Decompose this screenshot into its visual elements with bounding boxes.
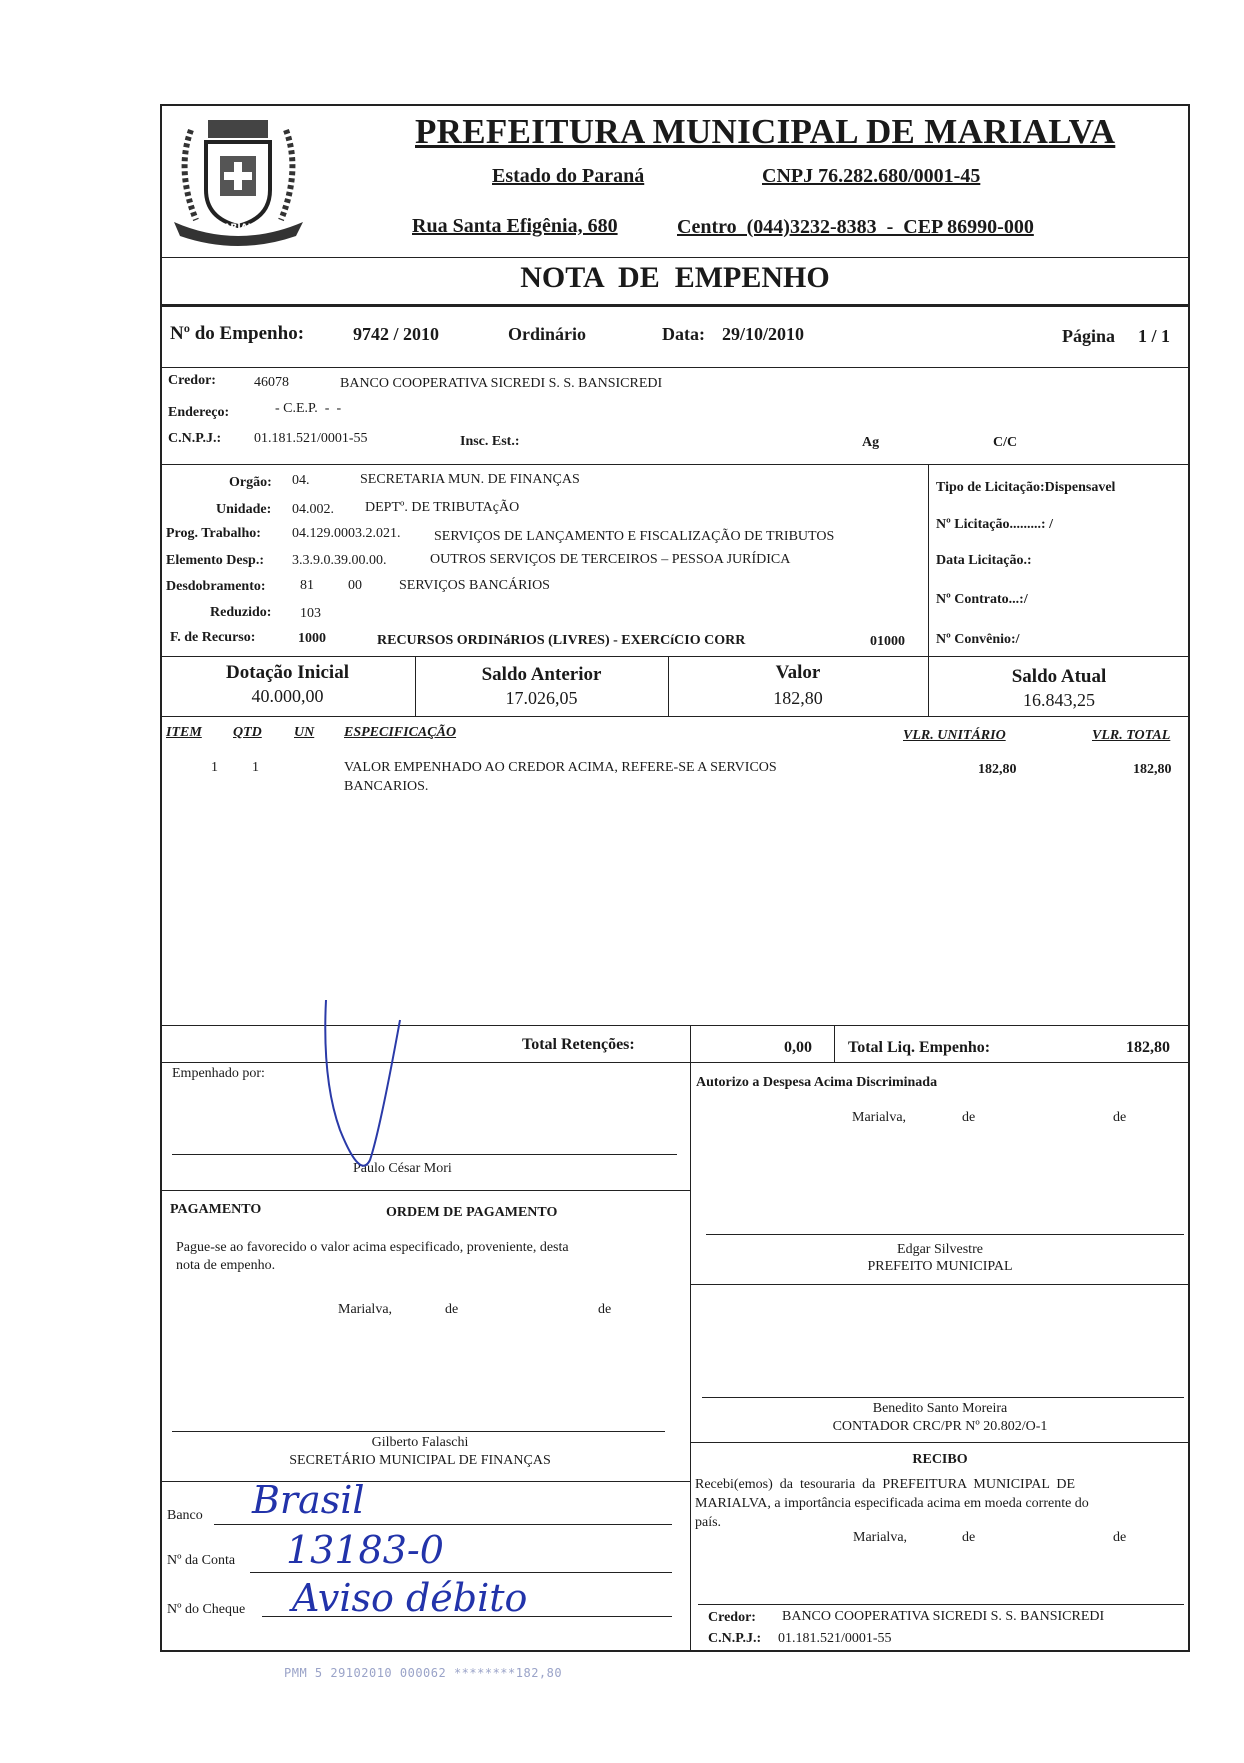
- row-item: 1: [211, 760, 218, 775]
- col-header-un: UN: [294, 725, 315, 740]
- row-vlr-unitario: 182,80: [978, 762, 1017, 777]
- recurso-code: 1000: [298, 631, 326, 646]
- dotacao-inicial-value: 40.000,00: [251, 686, 324, 706]
- orgao-code: 04.: [292, 473, 310, 488]
- data-licitacao: Data Licitação.:: [936, 553, 1032, 568]
- recibo-title: RECIBO: [912, 1452, 968, 1467]
- state-label: Estado do Paraná: [492, 165, 645, 187]
- col-header-vlr-unitario: VLR. UNITÁRIO: [903, 728, 1006, 743]
- recibo-text-line2: MARIALVA, a importância especificada acima em moeda corrente do: [695, 1496, 1089, 1511]
- address-contact: Centro (044)3232-8383 - CEP 86990-000: [677, 216, 1034, 238]
- orgao-label: Orgão:: [229, 475, 272, 490]
- pagamento-de2: de: [598, 1302, 612, 1317]
- credor-cnpj-label: C.N.P.J.:: [168, 431, 222, 446]
- autorizo-de2: de: [1113, 1110, 1127, 1125]
- credor-code: 46078: [254, 375, 289, 390]
- pagamento-text-line2: nota de empenho.: [176, 1258, 276, 1273]
- dotacao-inicial-label: Dotação Inicial: [226, 662, 349, 683]
- recibo-cnpj: 01.181.521/0001-55: [778, 1631, 892, 1646]
- col-header-vlr-total: VLR. TOTAL: [1092, 728, 1171, 743]
- row-qtd: 1: [252, 760, 259, 775]
- empenhado-signature: [300, 1000, 440, 1180]
- recibo-city: Marialva,: [853, 1530, 908, 1545]
- valor-value: 182,80: [773, 688, 823, 708]
- unidade-label: Unidade:: [216, 502, 272, 517]
- contador-title: CONTADOR CRC/PR Nº 20.802/O-1: [832, 1419, 1048, 1434]
- pagamento-de1: de: [445, 1302, 459, 1317]
- orgao-name: SECRETARIA MUN. DE FINANÇAS: [360, 472, 580, 487]
- saldo-atual-label: Saldo Atual: [1011, 666, 1107, 687]
- row-especificacao-line2: BANCARIOS.: [344, 779, 429, 794]
- empenhado-por-label: Empenhado por:: [172, 1066, 265, 1081]
- elemento-label: Elemento Desp.:: [166, 553, 264, 568]
- autorizo-label: Autorizo a Despesa Acima Discriminada: [696, 1075, 938, 1090]
- col-header-item: ITEM: [166, 725, 202, 740]
- prefeito-title: PREFEITO MUNICIPAL: [867, 1259, 1013, 1274]
- page-label: Página: [1062, 326, 1116, 346]
- numero-conta-label: Nº da Conta: [167, 1553, 236, 1568]
- pagamento-city: Marialva,: [338, 1302, 393, 1317]
- total-retencoes-label: Total Retenções:: [522, 1036, 635, 1053]
- row-vlr-total: 182,80: [1133, 762, 1172, 777]
- address-street: Rua Santa Efigênia, 680: [412, 215, 618, 237]
- recibo-text-line3: país.: [695, 1515, 722, 1530]
- unidade-name: DEPTº. DE TRIBUTAçÃO: [365, 500, 520, 515]
- tipo-licitacao: Tipo de Licitação:Dispensavel: [936, 480, 1116, 495]
- crest-banner-text: MARIALVA: [214, 223, 266, 233]
- recibo-text-line1: Recebi(emos) da tesouraria da PREFEITURA MUNICIPAL DE: [695, 1477, 1076, 1492]
- pagamento-label: PAGAMENTO: [170, 1202, 262, 1217]
- unidade-code: 04.002.: [292, 502, 334, 517]
- empenho-date: 29/10/2010: [722, 324, 805, 344]
- agencia-label: Ag: [862, 435, 880, 450]
- authentication-stamp: PMM 5 29102010 000062 ********182,80: [284, 1666, 563, 1680]
- reduzido-label: Reduzido:: [210, 605, 272, 620]
- desdobramento-name: SERVIÇOS BANCÁRIOS: [399, 578, 550, 593]
- recurso-name: RECURSOS ORDINáRIOS (LIVRES) - EXERCíCIO CORR: [377, 633, 746, 648]
- credor-cnpj: 01.181.521/0001-55: [254, 431, 368, 446]
- col-header-qtd: QTD: [233, 725, 262, 740]
- recibo-cnpj-label: C.N.P.J.:: [708, 1631, 762, 1646]
- saldo-anterior-label: Saldo Anterior: [481, 664, 602, 685]
- numero-conta-handwritten: 13183-0: [286, 1528, 444, 1572]
- desdobramento-label: Desdobramento:: [166, 579, 266, 594]
- pagamento-text-line1: Pague-se ao favorecido o valor acima especificado, proveniente, desta: [176, 1240, 569, 1255]
- banco-label: Banco: [167, 1508, 203, 1523]
- numero-cheque-handwritten: Aviso débito: [292, 1576, 528, 1620]
- empenho-type: Ordinário: [508, 324, 587, 344]
- cnpj-header: CNPJ 76.282.680/0001-45: [762, 165, 981, 187]
- numero-convenio: Nº Convênio:/: [936, 632, 1020, 647]
- recibo-de2: de: [1113, 1530, 1127, 1545]
- page-number: 1 / 1: [1138, 326, 1171, 346]
- prog-trabalho-name: SERVIÇOS DE LANÇAMENTO E FISCALIZAÇÃO DE TRIBUTOS: [434, 529, 835, 544]
- secretario-title: SECRETÁRIO MUNICIPAL DE FINANÇAS: [289, 1453, 551, 1468]
- credor-name: BANCO COOPERATIVA SICREDI S. S. BANSICREDI: [340, 376, 663, 391]
- prefeito-name: Edgar Silvestre: [897, 1242, 983, 1257]
- row-especificacao-line1: VALOR EMPENHADO AO CREDOR ACIMA, REFERE-SE A SERVICOS: [344, 760, 777, 775]
- document-title: NOTA DE EMPENHO: [520, 261, 830, 294]
- reduzido-value: 103: [300, 606, 321, 621]
- autorizo-de1: de: [962, 1110, 976, 1125]
- total-retencoes-value: 0,00: [784, 1039, 812, 1056]
- contador-name: Benedito Santo Moreira: [872, 1401, 1008, 1416]
- recibo-de1: de: [962, 1530, 976, 1545]
- endereco-label: Endereço:: [168, 405, 230, 420]
- empenho-number: 9742 / 2010: [353, 324, 440, 344]
- municipality-title: PREFEITURA MUNICIPAL DE MARIALVA: [415, 112, 1116, 151]
- total-liq-value: 182,80: [1126, 1039, 1170, 1056]
- secretario-name: Gilberto Falaschi: [371, 1435, 469, 1450]
- col-header-especificacao: ESPECIFICAÇÃO: [344, 725, 457, 740]
- numero-licitacao: Nº Licitação.........: /: [936, 517, 1053, 532]
- saldo-anterior-value: 17.026,05: [505, 688, 578, 708]
- empenho-date-label: Data:: [662, 324, 705, 344]
- desdobramento-sub: 00: [348, 578, 362, 593]
- prog-trabalho-code: 04.129.0003.2.021.: [292, 526, 401, 541]
- numero-contrato: Nº Contrato...:/: [936, 592, 1028, 607]
- recibo-credor-label: Credor:: [708, 1610, 756, 1625]
- credor-label: Credor:: [168, 373, 216, 388]
- elemento-code: 3.3.9.0.39.00.00.: [292, 553, 387, 568]
- insc-est-label: Insc. Est.:: [460, 434, 520, 449]
- endereco-value: - C.E.P. - -: [275, 401, 342, 416]
- empenhado-por-name: Paulo César Mori: [353, 1161, 452, 1176]
- conta-corrente-label: C/C: [993, 435, 1018, 450]
- banco-handwritten: Brasil: [252, 1478, 365, 1522]
- recurso-number: 01000: [870, 634, 905, 649]
- valor-label: Valor: [775, 662, 821, 683]
- recibo-credor-name: BANCO COOPERATIVA SICREDI S. S. BANSICREDI: [782, 1609, 1105, 1624]
- elemento-name: OUTROS SERVIÇOS DE TERCEIROS – PESSOA JURÍDICA: [430, 552, 791, 567]
- saldo-atual-value: 16.843,25: [1023, 690, 1095, 710]
- desdobramento-code: 81: [300, 578, 314, 593]
- recurso-label: F. de Recurso:: [170, 630, 256, 645]
- autorizo-city: Marialva,: [852, 1110, 907, 1125]
- total-liq-label: Total Liq. Empenho:: [848, 1039, 991, 1056]
- numero-cheque-label: Nº do Cheque: [167, 1602, 246, 1617]
- empenho-number-label: Nº do Empenho:: [170, 323, 305, 344]
- prog-trabalho-label: Prog. Trabalho:: [166, 526, 261, 541]
- ordem-pagamento-label: ORDEM DE PAGAMENTO: [386, 1205, 558, 1220]
